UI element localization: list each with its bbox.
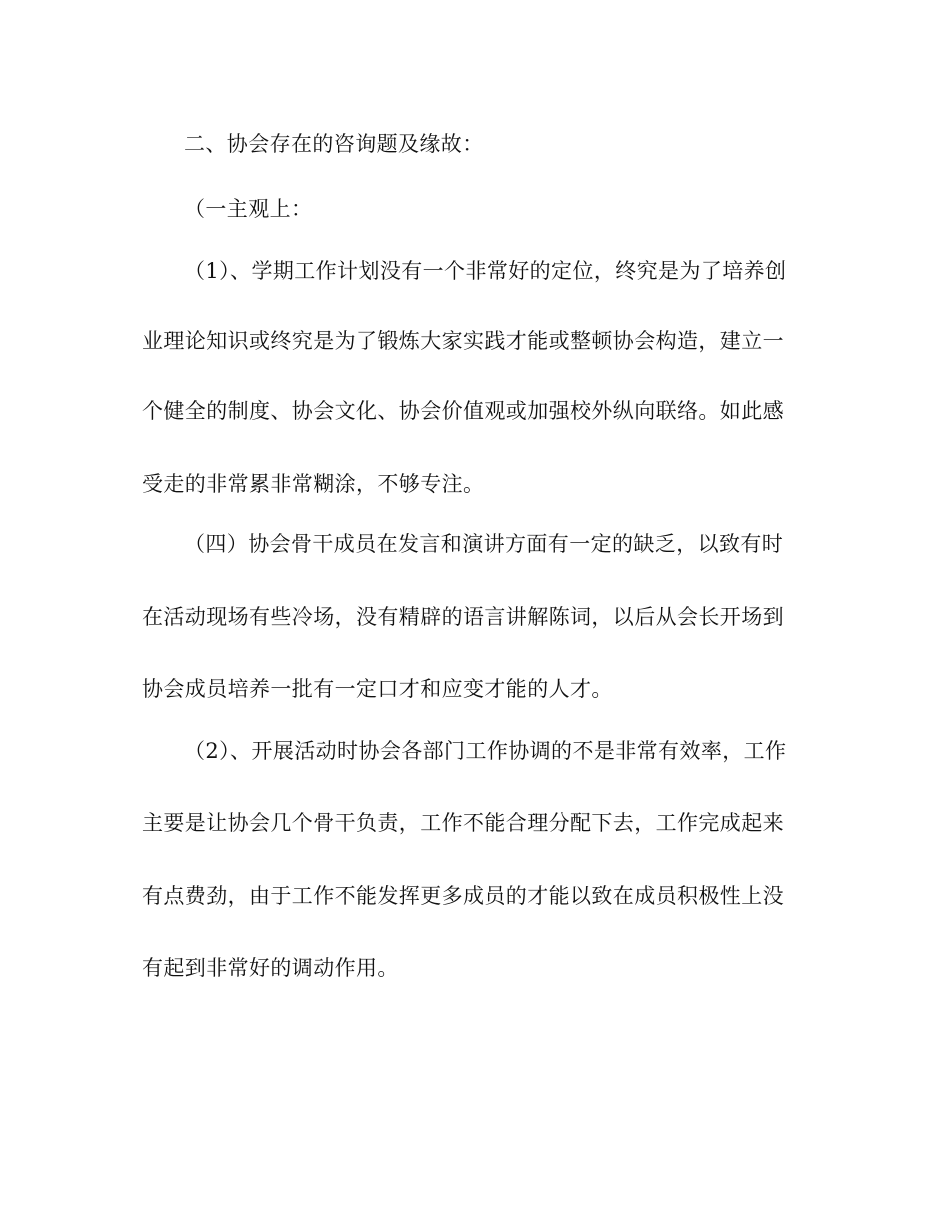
paragraph-line: 协会成员培养一批有一定口才和应变才能的人才。 [142, 677, 613, 701]
paragraph-line: （1）、学期工作计划没有一个非常好的定位，终究是为了培养创 [184, 259, 787, 283]
section-heading: 二、协会存在的咨询题及缘故： [184, 132, 484, 156]
paragraph-line: 受走的非常累非常糊涂，不够专注。 [142, 472, 485, 496]
paragraph-line: 在活动现场有些冷场，没有精辟的语言讲解陈词，以后从会长开场到 [142, 605, 784, 629]
paragraph-line: （四）协会骨干成员在发言和演讲方面有一定的缺乏，以致有时 [184, 532, 784, 556]
paragraph-line: 业理论知识或终究是为了锻炼大家实践才能或整顿协会构造，建立一 [142, 329, 784, 353]
paragraph-line: 有起到非常好的调动作用。 [142, 956, 399, 980]
subsection-heading: （一主观上： [184, 197, 313, 221]
paragraph-line: 主要是让协会几个骨干负责，工作不能合理分配下去，工作完成起来 [142, 811, 784, 835]
paragraph-line: 个健全的制度、协会文化、协会价值观或加强校外纵向联络。如此感 [142, 399, 784, 423]
paragraph-line: 有点费劲，由于工作不能发挥更多成员的才能以致在成员积极性上没 [142, 884, 784, 908]
paragraph-line: （2）、开展活动时协会各部门工作协调的不是非常有效率，工作 [184, 739, 787, 763]
